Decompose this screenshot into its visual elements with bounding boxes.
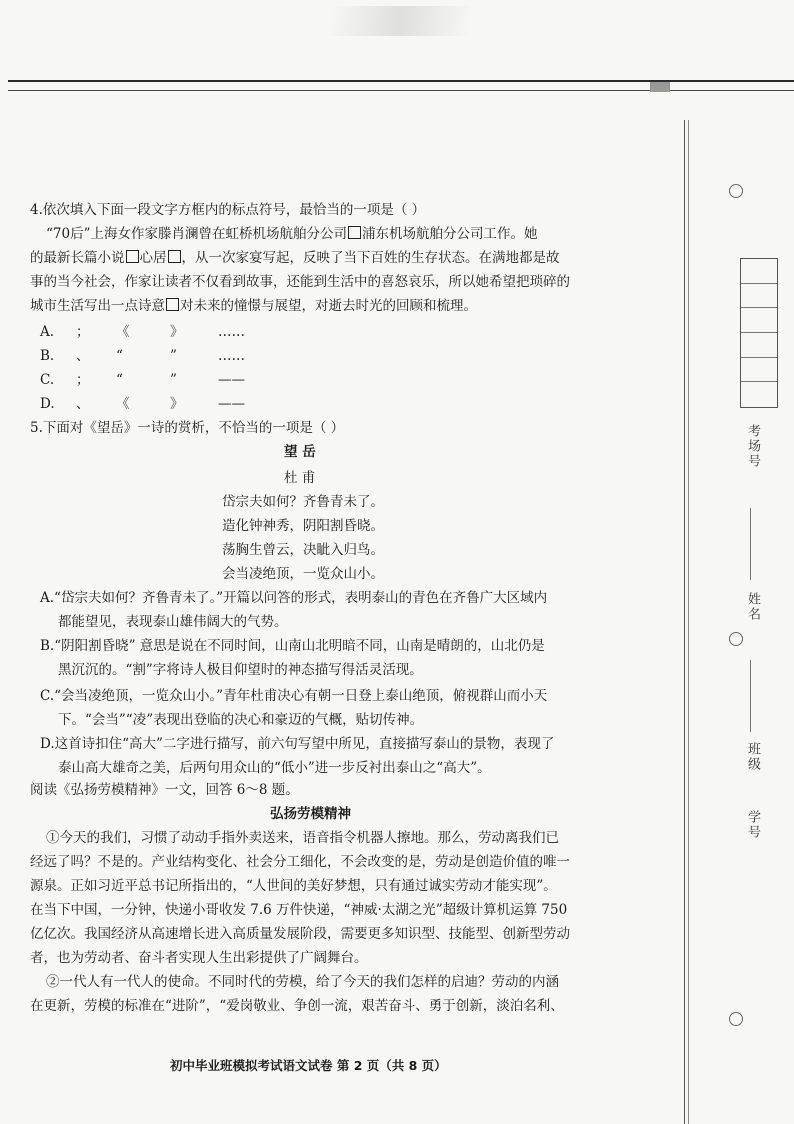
q4-passage-line: 城市生活写出一点诗意 对未来的憧憬与展望，对逝去时光的回顾和梳理。 bbox=[30, 298, 477, 314]
q4-option-c: C. ； “ ” —— bbox=[40, 372, 245, 388]
poem-author: 杜 甫 bbox=[284, 470, 316, 486]
q5-option-b-cont: 黑沉沉的。“割”字将诗人极目仰望时的神态描写得活灵活现。 bbox=[58, 662, 423, 678]
side-label-name: 姓名 bbox=[745, 592, 760, 622]
page-footer: 初中毕业班模拟考试语文试卷 第 2 页（共 8 页） bbox=[170, 1058, 447, 1073]
binding-hole-icon bbox=[729, 632, 743, 646]
q4-passage-line: “70后”上海女作家滕肖澜曾在虹桥机场航舶分公司 浦东机场航舶分公司工作。她 bbox=[46, 226, 538, 242]
header-rule-thin bbox=[8, 90, 794, 91]
poem-line: 荡胸生曾云，决眦入归鸟。 bbox=[222, 542, 384, 558]
header-rule bbox=[8, 80, 794, 82]
q4-passage-line: 事的当今社会，作家让读者不仅看到故事，还能到生活中的喜怒哀乐，所以她希望把琐碎的 bbox=[30, 274, 570, 290]
scan-smudge bbox=[330, 6, 470, 36]
reading-para1-line: 源泉。正如习近平总书记所指出的，“人世间的美好梦想，只有通过诚实劳动才能实现”。 bbox=[30, 878, 557, 894]
q4-passage-line: 的最新长篇小说 心居 ，从一次家宴写起，反映了当下百姓的生存状态。在满地都是故 bbox=[30, 250, 560, 266]
q5-option-d-cont: 泰山高大雄奇之美，后两句用众山的“低小”进一步反衬出泰山之“高大”。 bbox=[58, 760, 491, 776]
reading-intro: 阅读《弘扬劳模精神》一文，回答 6～8 题。 bbox=[30, 782, 299, 798]
reading-para2-line: ②一代人有一代人的使命。不同时代的劳模，给了今天的我们怎样的启迪？劳动的内涵 bbox=[46, 974, 559, 990]
q5-option-b: B.“阴阳割昏晓” 意思是说在不同时间，山南山北明暗不同，山南是晴朗的，山北仍是 bbox=[40, 638, 545, 654]
q5-option-a-cont: 都能望见，表现泰山雄伟阔大的气势。 bbox=[58, 614, 288, 630]
reading-title: 弘扬劳模精神 bbox=[270, 806, 351, 822]
side-fill-line bbox=[750, 660, 751, 732]
q4-option-b: B. 、 “ ” …… bbox=[40, 348, 245, 364]
q4-option-a: A. ； 《 》 …… bbox=[40, 324, 245, 340]
reading-para1-line: 亿亿次。我国经济从高速增长进入高质量发展阶段，需要更多知识型、技能型、创新型劳动 bbox=[30, 926, 570, 942]
answer-box bbox=[126, 250, 139, 263]
reading-para2-line: 在更新，劳模的标准在“进阶”，“爱岗敬业、争创一流，艰苦奋斗、勇于创新，淡泊名利、 bbox=[30, 998, 564, 1014]
poem-line: 会当凌绝顶，一览众山小。 bbox=[222, 566, 384, 582]
answer-box bbox=[348, 226, 361, 239]
poem-line: 造化钟神秀，阴阳割昏晓。 bbox=[222, 518, 384, 534]
side-label-exam-room: 考场号 bbox=[745, 424, 760, 469]
scan-mark bbox=[650, 82, 670, 92]
binding-line bbox=[684, 120, 685, 1124]
poem-title: 望 岳 bbox=[284, 444, 316, 460]
answer-box bbox=[166, 298, 179, 311]
q5-option-c-cont: 下。“会当”“凌”表现出登临的决心和豪迈的气概，贴切传神。 bbox=[58, 712, 424, 728]
binding-line-inner bbox=[688, 120, 689, 1124]
answer-box bbox=[168, 250, 181, 263]
side-label-student-number: 学号 bbox=[745, 810, 760, 840]
reading-para1-line: 者，也为劳动者、奋斗者实现人生出彩提供了广阔舞台。 bbox=[30, 950, 368, 966]
side-fill-line bbox=[750, 508, 751, 580]
binding-hole-icon bbox=[729, 1012, 743, 1026]
q4-stem: 4.依次填入下面一段文字方框内的标点符号，最恰当的一项是（ ） bbox=[30, 202, 426, 218]
reading-para1-line: 在当下中国，一分钟，快递小哥收发 7.6 万件快递，“神威·太湖之光”超级计算机运算 750 bbox=[30, 902, 568, 918]
reading-para1-line: ①今天的我们，习惯了动动手指外卖送来，语音指令机器人擦地。那么，劳动离我们已 bbox=[46, 830, 559, 846]
q5-option-a: A.“岱宗夫如何？齐鲁青未了。”开篇以问答的形式，表明泰山的青色在齐鲁广大区域内 bbox=[40, 590, 548, 606]
q5-stem: 5.下面对《望岳》一诗的赏析，不恰当的一项是（ ） bbox=[30, 420, 345, 436]
poem-line: 岱宗夫如何？齐鲁青未了。 bbox=[222, 494, 384, 510]
q4-option-d: D. 、 《 》 —— bbox=[40, 396, 245, 412]
reading-para1-line: 经远了吗？不是的。产业结构变化、社会分工细化，不会改变的是，劳动是创造价值的唯一 bbox=[30, 854, 570, 870]
side-label-class: 班级 bbox=[745, 742, 760, 772]
q5-option-d: D.这首诗扣住“高大”二字进行描写，前六句写望中所见，直接描写泰山的景物，表现了 bbox=[40, 736, 555, 752]
seat-number-grid bbox=[740, 258, 778, 408]
binding-hole-icon bbox=[729, 184, 743, 198]
q5-option-c: C.“会当凌绝顶，一览众山小。”青年杜甫决心有朝一日登上泰山绝顶，俯视群山而小天 bbox=[40, 688, 548, 704]
